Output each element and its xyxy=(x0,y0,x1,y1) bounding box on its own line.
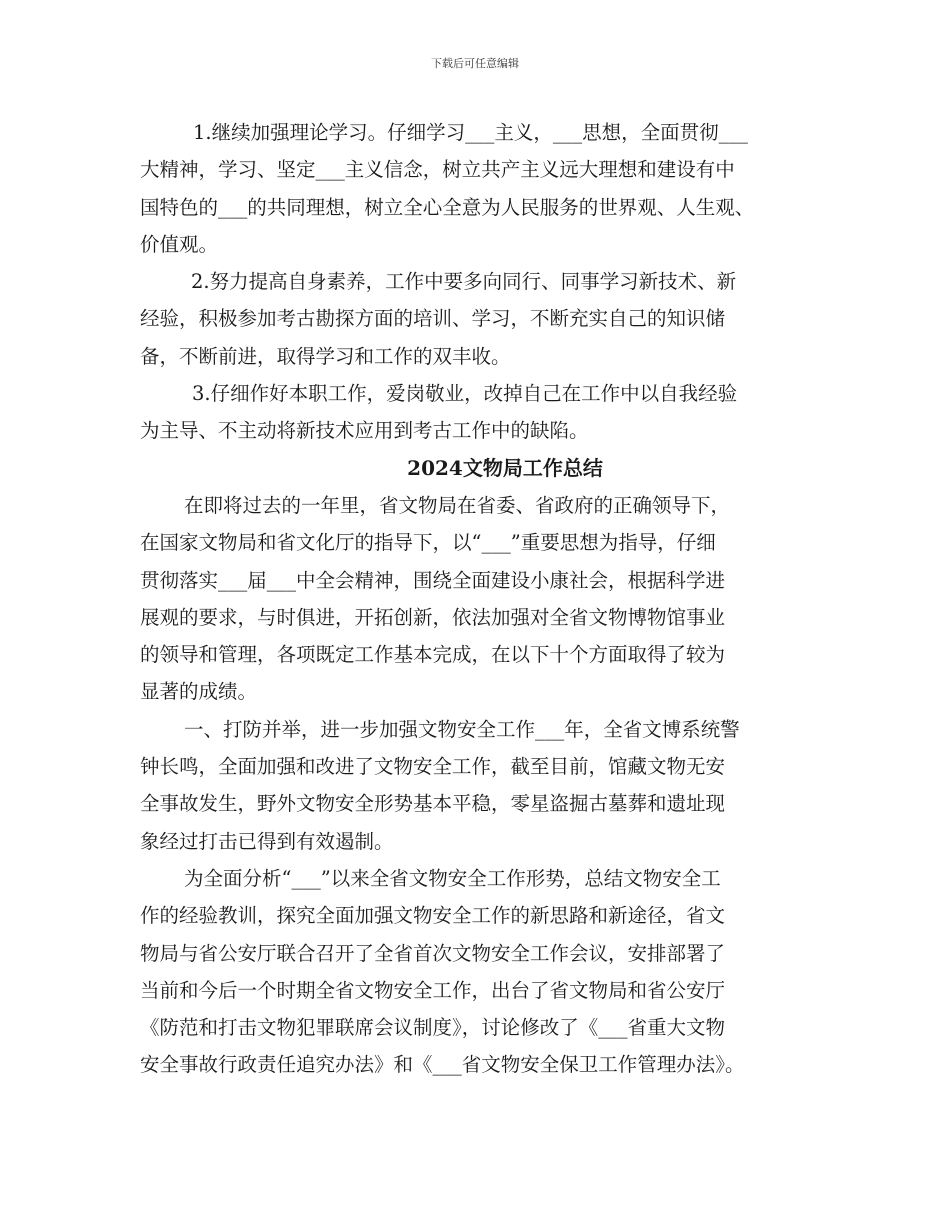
text-line: 物局与省公安厅联合召开了全省首次文物安全工作会议，安排部署了 xyxy=(140,941,726,965)
text-line: 价值观。 xyxy=(140,232,219,256)
text-line: 2.努力提高自身素养，工作中要多向同行、同事学习新技术、新 xyxy=(191,270,737,294)
text-line: 象经过打击已得到有效遏制。 xyxy=(140,829,394,853)
text-line: 3.仔细作好本职工作，爱岗敬业，改掉自己在工作中以自我经验 xyxy=(192,382,738,406)
text-line: 贯彻落实___届___中全会精神，围绕全面建设小康社会，根据科学进 xyxy=(140,568,726,592)
text-line: 的领导和管理，各项既定工作基本完成，在以下十个方面取得了较为 xyxy=(140,643,726,667)
text-line: 作的经验教训，探究全面加强文物安全工作的新思路和新途径，省文 xyxy=(140,904,726,928)
text-line: 经验，积极参加考古勘探方面的培训、学习，不断充实自己的知识储 xyxy=(140,307,726,331)
text-line: 一、打防并举，进一步加强文物安全工作___年，全省文博系统警 xyxy=(184,717,740,741)
section-title: 2024文物局工作总结 xyxy=(407,455,603,480)
text-line: 安全事故行政责任追究办法》和《___省文物安全保卫工作管理办法》。 xyxy=(140,1053,745,1077)
text-line: 显著的成绩。 xyxy=(140,680,258,704)
text-line: 展观的要求，与时俱进，开拓创新，依法加强对全省文物博物馆事业 xyxy=(140,605,726,629)
text-line: 为全面分析“___”以来全省文物安全工作形势，总结文物安全工 xyxy=(184,866,721,890)
item-1 xyxy=(140,114,830,263)
item-3 xyxy=(140,375,830,450)
text-line: 备，不断前进，取得学习和工作的双丰收。 xyxy=(140,344,511,368)
text-line: 国特色的___的共同理想，树立全心全意为人民服务的世界观、人生观、 xyxy=(140,195,755,219)
text-line: 钟长鸣，全面加强和改进了文物安全工作，截至目前，馆藏文物无安 xyxy=(140,755,726,779)
text-line: 在即将过去的一年里，省文物局在省委、省政府的正确领导下， xyxy=(184,493,731,517)
paragraph-intro xyxy=(140,487,830,711)
document-body xyxy=(140,114,830,1084)
text-line: 全事故发生，野外文物安全形势基本平稳，零星盗掘古墓葬和遗址现 xyxy=(140,792,726,816)
text-line: 《防范和打击文物犯罪联席会议制度》，讨论修改了《___省重大文物 xyxy=(140,1016,726,1040)
paragraph-analysis xyxy=(140,860,830,1084)
text-line: 在国家文物局和省文化厅的指导下，以“___”重要思想为指导，仔细 xyxy=(140,531,716,555)
text-line: 大精神，学习、坚定___主义信念，树立共产主义远大理想和建设有中 xyxy=(140,158,735,182)
download-note: 下载后可任意编辑 xyxy=(431,57,519,70)
text-line: 1.继续加强理论学习。仔细学习___主义，___思想，全面贯彻___ xyxy=(193,121,748,144)
item-2 xyxy=(140,263,830,375)
text-line: 当前和今后一个时期全省文物安全工作，出台了省文物局和省公安厅 xyxy=(140,978,726,1002)
text-line: 为主导、不主动将新技术应用到考古工作中的缺陷。 xyxy=(140,419,589,443)
paragraph-security xyxy=(140,711,830,860)
